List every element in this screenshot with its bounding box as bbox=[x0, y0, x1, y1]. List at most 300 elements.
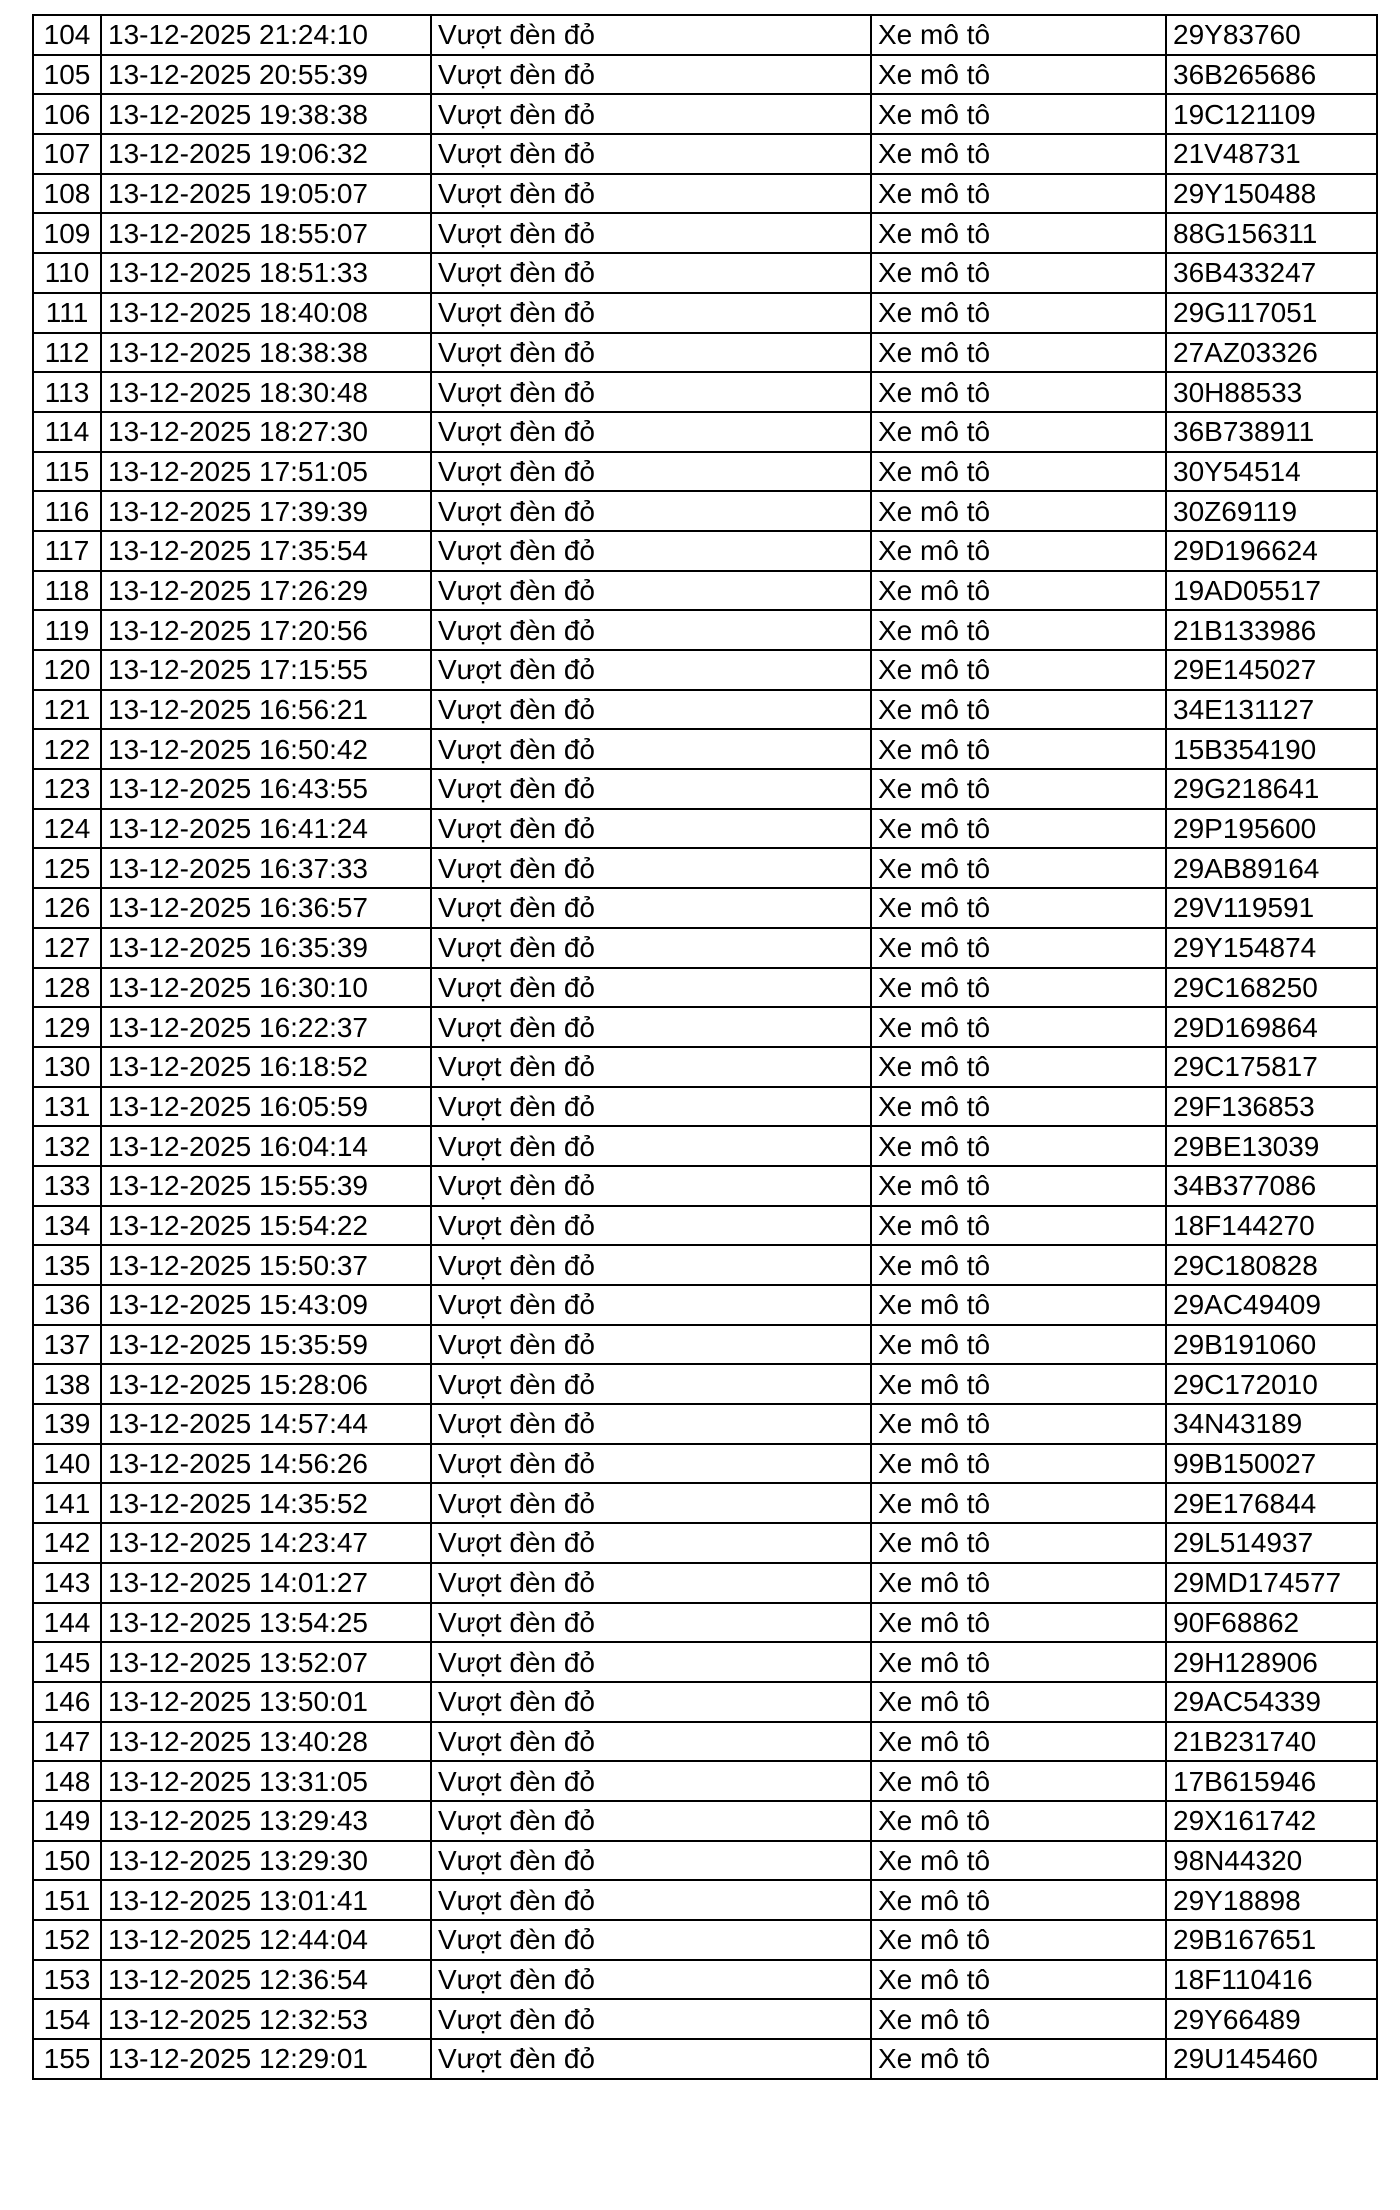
license-plate-cell: 29F136853 bbox=[1166, 1087, 1377, 1127]
vehicle-type-cell: Xe mô tô bbox=[871, 1166, 1166, 1206]
row-number-cell: 116 bbox=[33, 491, 101, 531]
license-plate-cell: 29E176844 bbox=[1166, 1483, 1377, 1523]
timestamp-cell: 13-12-2025 13:31:05 bbox=[101, 1761, 431, 1801]
row-number-cell: 152 bbox=[33, 1920, 101, 1960]
violation-type-cell: Vượt đèn đỏ bbox=[431, 1801, 871, 1841]
timestamp-cell: 13-12-2025 17:51:05 bbox=[101, 452, 431, 492]
license-plate-cell: 29H128906 bbox=[1166, 1642, 1377, 1682]
table-row bbox=[33, 1404, 1377, 1444]
vehicle-type-cell: Xe mô tô bbox=[871, 1880, 1166, 1920]
table-row bbox=[33, 610, 1377, 650]
table-row bbox=[33, 1166, 1377, 1206]
license-plate-cell: 34N43189 bbox=[1166, 1404, 1377, 1444]
row-number-cell: 145 bbox=[33, 1642, 101, 1682]
table-row bbox=[33, 1285, 1377, 1325]
timestamp-cell: 13-12-2025 16:05:59 bbox=[101, 1087, 431, 1127]
table-row bbox=[33, 2039, 1377, 2079]
table-row bbox=[33, 809, 1377, 849]
violation-type-cell: Vượt đèn đỏ bbox=[431, 610, 871, 650]
license-plate-cell: 29X161742 bbox=[1166, 1801, 1377, 1841]
violation-type-cell: Vượt đèn đỏ bbox=[431, 1841, 871, 1881]
violation-type-cell: Vượt đèn đỏ bbox=[431, 1960, 871, 2000]
row-number-cell: 130 bbox=[33, 1047, 101, 1087]
license-plate-cell: 29C168250 bbox=[1166, 968, 1377, 1008]
license-plate-cell: 36B433247 bbox=[1166, 253, 1377, 293]
violation-type-cell: Vượt đèn đỏ bbox=[431, 729, 871, 769]
license-plate-cell: 29P195600 bbox=[1166, 809, 1377, 849]
timestamp-cell: 13-12-2025 19:06:32 bbox=[101, 134, 431, 174]
violation-type-cell: Vượt đèn đỏ bbox=[431, 1880, 871, 1920]
row-number-cell: 153 bbox=[33, 1960, 101, 2000]
violation-type-cell: Vượt đèn đỏ bbox=[431, 928, 871, 968]
license-plate-cell: 98N44320 bbox=[1166, 1841, 1377, 1881]
table-row bbox=[33, 690, 1377, 730]
vehicle-type-cell: Xe mô tô bbox=[871, 491, 1166, 531]
timestamp-cell: 13-12-2025 14:35:52 bbox=[101, 1483, 431, 1523]
license-plate-cell: 90F68862 bbox=[1166, 1603, 1377, 1643]
vehicle-type-cell: Xe mô tô bbox=[871, 531, 1166, 571]
table-row bbox=[33, 412, 1377, 452]
row-number-cell: 138 bbox=[33, 1364, 101, 1404]
license-plate-cell: 88G156311 bbox=[1166, 213, 1377, 253]
row-number-cell: 118 bbox=[33, 571, 101, 611]
table-row bbox=[33, 1682, 1377, 1722]
vehicle-type-cell: Xe mô tô bbox=[871, 253, 1166, 293]
timestamp-cell: 13-12-2025 14:57:44 bbox=[101, 1404, 431, 1444]
license-plate-cell: 30Z69119 bbox=[1166, 491, 1377, 531]
vehicle-type-cell: Xe mô tô bbox=[871, 690, 1166, 730]
violation-type-cell: Vượt đèn đỏ bbox=[431, 15, 871, 55]
timestamp-cell: 13-12-2025 18:40:08 bbox=[101, 293, 431, 333]
violation-type-cell: Vượt đèn đỏ bbox=[431, 1087, 871, 1127]
vehicle-type-cell: Xe mô tô bbox=[871, 769, 1166, 809]
timestamp-cell: 13-12-2025 14:23:47 bbox=[101, 1523, 431, 1563]
vehicle-type-cell: Xe mô tô bbox=[871, 1920, 1166, 1960]
row-number-cell: 126 bbox=[33, 888, 101, 928]
vehicle-type-cell: Xe mô tô bbox=[871, 809, 1166, 849]
timestamp-cell: 13-12-2025 16:37:33 bbox=[101, 848, 431, 888]
violation-type-cell: Vượt đèn đỏ bbox=[431, 1245, 871, 1285]
table-row bbox=[33, 253, 1377, 293]
table-row bbox=[33, 1603, 1377, 1643]
timestamp-cell: 13-12-2025 13:52:07 bbox=[101, 1642, 431, 1682]
table-row bbox=[33, 1761, 1377, 1801]
vehicle-type-cell: Xe mô tô bbox=[871, 1404, 1166, 1444]
violation-type-cell: Vượt đèn đỏ bbox=[431, 1523, 871, 1563]
row-number-cell: 112 bbox=[33, 333, 101, 373]
table-row bbox=[33, 94, 1377, 134]
license-plate-cell: 29BE13039 bbox=[1166, 1126, 1377, 1166]
violation-type-cell: Vượt đèn đỏ bbox=[431, 1285, 871, 1325]
violation-table-body bbox=[33, 15, 1377, 2079]
vehicle-type-cell: Xe mô tô bbox=[871, 610, 1166, 650]
row-number-cell: 114 bbox=[33, 412, 101, 452]
license-plate-cell: 30H88533 bbox=[1166, 372, 1377, 412]
violation-type-cell: Vượt đèn đỏ bbox=[431, 1920, 871, 1960]
row-number-cell: 137 bbox=[33, 1325, 101, 1365]
table-row bbox=[33, 531, 1377, 571]
vehicle-type-cell: Xe mô tô bbox=[871, 372, 1166, 412]
row-number-cell: 125 bbox=[33, 848, 101, 888]
license-plate-cell: 29D169864 bbox=[1166, 1007, 1377, 1047]
license-plate-cell: 29V119591 bbox=[1166, 888, 1377, 928]
vehicle-type-cell: Xe mô tô bbox=[871, 55, 1166, 95]
row-number-cell: 109 bbox=[33, 213, 101, 253]
vehicle-type-cell: Xe mô tô bbox=[871, 848, 1166, 888]
table-row bbox=[33, 928, 1377, 968]
timestamp-cell: 13-12-2025 13:01:41 bbox=[101, 1880, 431, 1920]
license-plate-cell: 29C172010 bbox=[1166, 1364, 1377, 1404]
row-number-cell: 141 bbox=[33, 1483, 101, 1523]
row-number-cell: 154 bbox=[33, 1999, 101, 2039]
vehicle-type-cell: Xe mô tô bbox=[871, 1206, 1166, 1246]
table-row bbox=[33, 1206, 1377, 1246]
violation-type-cell: Vượt đèn đỏ bbox=[431, 809, 871, 849]
table-row bbox=[33, 491, 1377, 531]
row-number-cell: 119 bbox=[33, 610, 101, 650]
vehicle-type-cell: Xe mô tô bbox=[871, 1563, 1166, 1603]
timestamp-cell: 13-12-2025 13:29:30 bbox=[101, 1841, 431, 1881]
table-row bbox=[33, 848, 1377, 888]
vehicle-type-cell: Xe mô tô bbox=[871, 412, 1166, 452]
table-row bbox=[33, 1483, 1377, 1523]
license-plate-cell: 29C180828 bbox=[1166, 1245, 1377, 1285]
violation-type-cell: Vượt đèn đỏ bbox=[431, 134, 871, 174]
row-number-cell: 104 bbox=[33, 15, 101, 55]
row-number-cell: 115 bbox=[33, 452, 101, 492]
violation-type-cell: Vượt đèn đỏ bbox=[431, 1166, 871, 1206]
violation-type-cell: Vượt đèn đỏ bbox=[431, 650, 871, 690]
table-row bbox=[33, 213, 1377, 253]
row-number-cell: 136 bbox=[33, 1285, 101, 1325]
table-row bbox=[33, 1245, 1377, 1285]
row-number-cell: 111 bbox=[33, 293, 101, 333]
row-number-cell: 117 bbox=[33, 531, 101, 571]
table-row bbox=[33, 968, 1377, 1008]
license-plate-cell: 19AD05517 bbox=[1166, 571, 1377, 611]
vehicle-type-cell: Xe mô tô bbox=[871, 1285, 1166, 1325]
violation-type-cell: Vượt đèn đỏ bbox=[431, 1206, 871, 1246]
vehicle-type-cell: Xe mô tô bbox=[871, 213, 1166, 253]
vehicle-type-cell: Xe mô tô bbox=[871, 1325, 1166, 1365]
violation-type-cell: Vượt đèn đỏ bbox=[431, 571, 871, 611]
vehicle-type-cell: Xe mô tô bbox=[871, 1483, 1166, 1523]
vehicle-type-cell: Xe mô tô bbox=[871, 333, 1166, 373]
vehicle-type-cell: Xe mô tô bbox=[871, 1245, 1166, 1285]
vehicle-type-cell: Xe mô tô bbox=[871, 1523, 1166, 1563]
row-number-cell: 150 bbox=[33, 1841, 101, 1881]
license-plate-cell: 18F144270 bbox=[1166, 1206, 1377, 1246]
license-plate-cell: 17B615946 bbox=[1166, 1761, 1377, 1801]
row-number-cell: 142 bbox=[33, 1523, 101, 1563]
timestamp-cell: 13-12-2025 16:04:14 bbox=[101, 1126, 431, 1166]
license-plate-cell: 18F110416 bbox=[1166, 1960, 1377, 2000]
timestamp-cell: 13-12-2025 16:36:57 bbox=[101, 888, 431, 928]
timestamp-cell: 13-12-2025 18:51:33 bbox=[101, 253, 431, 293]
violation-type-cell: Vượt đèn đỏ bbox=[431, 1999, 871, 2039]
timestamp-cell: 13-12-2025 13:54:25 bbox=[101, 1603, 431, 1643]
table-row bbox=[33, 1801, 1377, 1841]
license-plate-cell: 99B150027 bbox=[1166, 1444, 1377, 1484]
row-number-cell: 143 bbox=[33, 1563, 101, 1603]
violation-type-cell: Vượt đèn đỏ bbox=[431, 293, 871, 333]
table-row bbox=[33, 1325, 1377, 1365]
timestamp-cell: 13-12-2025 15:55:39 bbox=[101, 1166, 431, 1206]
violation-type-cell: Vượt đèn đỏ bbox=[431, 213, 871, 253]
row-number-cell: 106 bbox=[33, 94, 101, 134]
violation-type-cell: Vượt đèn đỏ bbox=[431, 1642, 871, 1682]
timestamp-cell: 13-12-2025 19:38:38 bbox=[101, 94, 431, 134]
table-row bbox=[33, 1642, 1377, 1682]
license-plate-cell: 29AC49409 bbox=[1166, 1285, 1377, 1325]
license-plate-cell: 29Y154874 bbox=[1166, 928, 1377, 968]
table-row bbox=[33, 650, 1377, 690]
violation-type-cell: Vượt đèn đỏ bbox=[431, 55, 871, 95]
table-row bbox=[33, 1364, 1377, 1404]
row-number-cell: 113 bbox=[33, 372, 101, 412]
table-row bbox=[33, 769, 1377, 809]
row-number-cell: 107 bbox=[33, 134, 101, 174]
timestamp-cell: 13-12-2025 18:38:38 bbox=[101, 333, 431, 373]
timestamp-cell: 13-12-2025 14:01:27 bbox=[101, 1563, 431, 1603]
table-row bbox=[33, 1007, 1377, 1047]
timestamp-cell: 13-12-2025 16:56:21 bbox=[101, 690, 431, 730]
timestamp-cell: 13-12-2025 15:50:37 bbox=[101, 1245, 431, 1285]
vehicle-type-cell: Xe mô tô bbox=[871, 1761, 1166, 1801]
timestamp-cell: 13-12-2025 20:55:39 bbox=[101, 55, 431, 95]
violation-type-cell: Vượt đèn đỏ bbox=[431, 1126, 871, 1166]
vehicle-type-cell: Xe mô tô bbox=[871, 1603, 1166, 1643]
row-number-cell: 144 bbox=[33, 1603, 101, 1643]
timestamp-cell: 13-12-2025 16:22:37 bbox=[101, 1007, 431, 1047]
license-plate-cell: 29B191060 bbox=[1166, 1325, 1377, 1365]
table-row bbox=[33, 888, 1377, 928]
vehicle-type-cell: Xe mô tô bbox=[871, 2039, 1166, 2079]
vehicle-type-cell: Xe mô tô bbox=[871, 968, 1166, 1008]
row-number-cell: 122 bbox=[33, 729, 101, 769]
license-plate-cell: 29Y18898 bbox=[1166, 1880, 1377, 1920]
violation-type-cell: Vượt đèn đỏ bbox=[431, 1404, 871, 1444]
timestamp-cell: 13-12-2025 21:24:10 bbox=[101, 15, 431, 55]
row-number-cell: 155 bbox=[33, 2039, 101, 2079]
license-plate-cell: 29G117051 bbox=[1166, 293, 1377, 333]
violation-type-cell: Vượt đèn đỏ bbox=[431, 888, 871, 928]
row-number-cell: 105 bbox=[33, 55, 101, 95]
vehicle-type-cell: Xe mô tô bbox=[871, 729, 1166, 769]
timestamp-cell: 13-12-2025 15:43:09 bbox=[101, 1285, 431, 1325]
license-plate-cell: 36B265686 bbox=[1166, 55, 1377, 95]
table-row bbox=[33, 174, 1377, 214]
row-number-cell: 139 bbox=[33, 1404, 101, 1444]
timestamp-cell: 13-12-2025 14:56:26 bbox=[101, 1444, 431, 1484]
row-number-cell: 120 bbox=[33, 650, 101, 690]
table-row bbox=[33, 1444, 1377, 1484]
license-plate-cell: 29Y150488 bbox=[1166, 174, 1377, 214]
vehicle-type-cell: Xe mô tô bbox=[871, 1999, 1166, 2039]
row-number-cell: 135 bbox=[33, 1245, 101, 1285]
timestamp-cell: 13-12-2025 16:18:52 bbox=[101, 1047, 431, 1087]
row-number-cell: 134 bbox=[33, 1206, 101, 1246]
vehicle-type-cell: Xe mô tô bbox=[871, 1047, 1166, 1087]
license-plate-cell: 29D196624 bbox=[1166, 531, 1377, 571]
vehicle-type-cell: Xe mô tô bbox=[871, 1444, 1166, 1484]
timestamp-cell: 13-12-2025 16:43:55 bbox=[101, 769, 431, 809]
violation-type-cell: Vượt đèn đỏ bbox=[431, 968, 871, 1008]
timestamp-cell: 13-12-2025 12:36:54 bbox=[101, 1960, 431, 2000]
vehicle-type-cell: Xe mô tô bbox=[871, 1642, 1166, 1682]
license-plate-cell: 21B231740 bbox=[1166, 1722, 1377, 1762]
violation-type-cell: Vượt đèn đỏ bbox=[431, 1364, 871, 1404]
license-plate-cell: 29AC54339 bbox=[1166, 1682, 1377, 1722]
license-plate-cell: 36B738911 bbox=[1166, 412, 1377, 452]
violation-type-cell: Vượt đèn đỏ bbox=[431, 1563, 871, 1603]
timestamp-cell: 13-12-2025 13:50:01 bbox=[101, 1682, 431, 1722]
timestamp-cell: 13-12-2025 16:41:24 bbox=[101, 809, 431, 849]
row-number-cell: 151 bbox=[33, 1880, 101, 1920]
violation-type-cell: Vượt đèn đỏ bbox=[431, 1483, 871, 1523]
violation-type-cell: Vượt đèn đỏ bbox=[431, 2039, 871, 2079]
license-plate-cell: 29U145460 bbox=[1166, 2039, 1377, 2079]
row-number-cell: 110 bbox=[33, 253, 101, 293]
vehicle-type-cell: Xe mô tô bbox=[871, 1364, 1166, 1404]
violation-type-cell: Vượt đèn đỏ bbox=[431, 372, 871, 412]
table-row bbox=[33, 1087, 1377, 1127]
license-plate-cell: 21V48731 bbox=[1166, 134, 1377, 174]
vehicle-type-cell: Xe mô tô bbox=[871, 1722, 1166, 1762]
timestamp-cell: 13-12-2025 17:26:29 bbox=[101, 571, 431, 611]
vehicle-type-cell: Xe mô tô bbox=[871, 1087, 1166, 1127]
table-row bbox=[33, 1999, 1377, 2039]
vehicle-type-cell: Xe mô tô bbox=[871, 293, 1166, 333]
row-number-cell: 124 bbox=[33, 809, 101, 849]
vehicle-type-cell: Xe mô tô bbox=[871, 174, 1166, 214]
timestamp-cell: 13-12-2025 16:30:10 bbox=[101, 968, 431, 1008]
row-number-cell: 133 bbox=[33, 1166, 101, 1206]
row-number-cell: 149 bbox=[33, 1801, 101, 1841]
vehicle-type-cell: Xe mô tô bbox=[871, 1682, 1166, 1722]
table-row bbox=[33, 333, 1377, 373]
vehicle-type-cell: Xe mô tô bbox=[871, 888, 1166, 928]
violation-type-cell: Vượt đèn đỏ bbox=[431, 1444, 871, 1484]
license-plate-cell: 27AZ03326 bbox=[1166, 333, 1377, 373]
violation-type-cell: Vượt đèn đỏ bbox=[431, 1722, 871, 1762]
license-plate-cell: 29Y66489 bbox=[1166, 1999, 1377, 2039]
vehicle-type-cell: Xe mô tô bbox=[871, 15, 1166, 55]
table-row bbox=[33, 1563, 1377, 1603]
violation-table bbox=[32, 14, 1378, 2080]
timestamp-cell: 13-12-2025 15:28:06 bbox=[101, 1364, 431, 1404]
row-number-cell: 147 bbox=[33, 1722, 101, 1762]
timestamp-cell: 13-12-2025 18:27:30 bbox=[101, 412, 431, 452]
vehicle-type-cell: Xe mô tô bbox=[871, 928, 1166, 968]
vehicle-type-cell: Xe mô tô bbox=[871, 1801, 1166, 1841]
timestamp-cell: 13-12-2025 13:40:28 bbox=[101, 1722, 431, 1762]
license-plate-cell: 29L514937 bbox=[1166, 1523, 1377, 1563]
table-row bbox=[33, 1880, 1377, 1920]
vehicle-type-cell: Xe mô tô bbox=[871, 1007, 1166, 1047]
timestamp-cell: 13-12-2025 17:15:55 bbox=[101, 650, 431, 690]
timestamp-cell: 13-12-2025 17:20:56 bbox=[101, 610, 431, 650]
timestamp-cell: 13-12-2025 18:30:48 bbox=[101, 372, 431, 412]
license-plate-cell: 29B167651 bbox=[1166, 1920, 1377, 1960]
table-row bbox=[33, 1047, 1377, 1087]
license-plate-cell: 29AB89164 bbox=[1166, 848, 1377, 888]
violation-type-cell: Vượt đèn đỏ bbox=[431, 253, 871, 293]
table-row bbox=[33, 372, 1377, 412]
violation-type-cell: Vượt đèn đỏ bbox=[431, 1603, 871, 1643]
table-row bbox=[33, 1960, 1377, 2000]
vehicle-type-cell: Xe mô tô bbox=[871, 1960, 1166, 2000]
license-plate-cell: 30Y54514 bbox=[1166, 452, 1377, 492]
vehicle-type-cell: Xe mô tô bbox=[871, 452, 1166, 492]
violation-type-cell: Vượt đèn đỏ bbox=[431, 174, 871, 214]
license-plate-cell: 21B133986 bbox=[1166, 610, 1377, 650]
license-plate-cell: 34B377086 bbox=[1166, 1166, 1377, 1206]
violation-type-cell: Vượt đèn đỏ bbox=[431, 769, 871, 809]
table-row bbox=[33, 571, 1377, 611]
timestamp-cell: 13-12-2025 19:05:07 bbox=[101, 174, 431, 214]
timestamp-cell: 13-12-2025 16:50:42 bbox=[101, 729, 431, 769]
timestamp-cell: 13-12-2025 12:29:01 bbox=[101, 2039, 431, 2079]
violation-type-cell: Vượt đèn đỏ bbox=[431, 412, 871, 452]
violation-type-cell: Vượt đèn đỏ bbox=[431, 1761, 871, 1801]
table-row bbox=[33, 1841, 1377, 1881]
license-plate-cell: 34E131127 bbox=[1166, 690, 1377, 730]
violation-type-cell: Vượt đèn đỏ bbox=[431, 1047, 871, 1087]
table-row bbox=[33, 729, 1377, 769]
table-row bbox=[33, 1523, 1377, 1563]
table-row bbox=[33, 55, 1377, 95]
row-number-cell: 148 bbox=[33, 1761, 101, 1801]
row-number-cell: 127 bbox=[33, 928, 101, 968]
violation-type-cell: Vượt đèn đỏ bbox=[431, 1007, 871, 1047]
table-row bbox=[33, 293, 1377, 333]
violation-type-cell: Vượt đèn đỏ bbox=[431, 848, 871, 888]
timestamp-cell: 13-12-2025 12:44:04 bbox=[101, 1920, 431, 1960]
row-number-cell: 146 bbox=[33, 1682, 101, 1722]
timestamp-cell: 13-12-2025 12:32:53 bbox=[101, 1999, 431, 2039]
vehicle-type-cell: Xe mô tô bbox=[871, 134, 1166, 174]
row-number-cell: 140 bbox=[33, 1444, 101, 1484]
vehicle-type-cell: Xe mô tô bbox=[871, 1841, 1166, 1881]
license-plate-cell: 29Y83760 bbox=[1166, 15, 1377, 55]
violation-type-cell: Vượt đèn đỏ bbox=[431, 94, 871, 134]
violation-list-sheet bbox=[32, 14, 1376, 2080]
timestamp-cell: 13-12-2025 18:55:07 bbox=[101, 213, 431, 253]
violation-type-cell: Vượt đèn đỏ bbox=[431, 1325, 871, 1365]
row-number-cell: 132 bbox=[33, 1126, 101, 1166]
timestamp-cell: 13-12-2025 15:35:59 bbox=[101, 1325, 431, 1365]
row-number-cell: 108 bbox=[33, 174, 101, 214]
table-row bbox=[33, 15, 1377, 55]
timestamp-cell: 13-12-2025 16:35:39 bbox=[101, 928, 431, 968]
table-row bbox=[33, 1920, 1377, 1960]
violation-type-cell: Vượt đèn đỏ bbox=[431, 1682, 871, 1722]
table-row bbox=[33, 1126, 1377, 1166]
timestamp-cell: 13-12-2025 15:54:22 bbox=[101, 1206, 431, 1246]
vehicle-type-cell: Xe mô tô bbox=[871, 1126, 1166, 1166]
license-plate-cell: 15B354190 bbox=[1166, 729, 1377, 769]
timestamp-cell: 13-12-2025 17:35:54 bbox=[101, 531, 431, 571]
timestamp-cell: 13-12-2025 13:29:43 bbox=[101, 1801, 431, 1841]
row-number-cell: 121 bbox=[33, 690, 101, 730]
license-plate-cell: 19C121109 bbox=[1166, 94, 1377, 134]
row-number-cell: 131 bbox=[33, 1087, 101, 1127]
violation-type-cell: Vượt đèn đỏ bbox=[431, 491, 871, 531]
table-row bbox=[33, 1722, 1377, 1762]
vehicle-type-cell: Xe mô tô bbox=[871, 650, 1166, 690]
license-plate-cell: 29G218641 bbox=[1166, 769, 1377, 809]
